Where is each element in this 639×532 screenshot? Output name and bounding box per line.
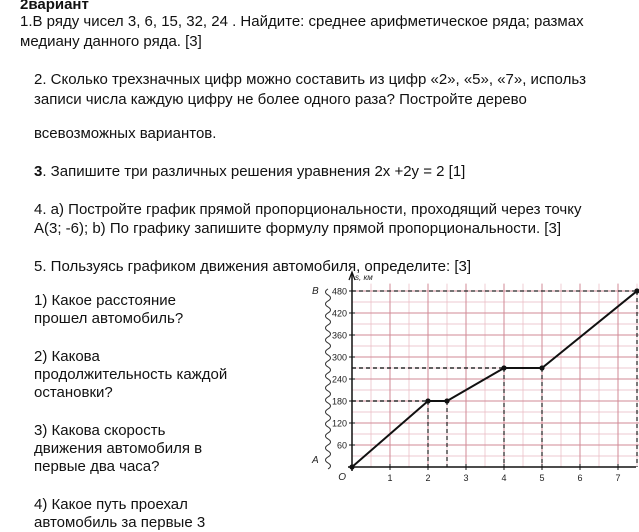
y-tick-label: 360 (331, 330, 347, 341)
q1-line2: прошел автомобиль? (34, 310, 184, 327)
x-tick-label: 3 (463, 473, 469, 483)
task5-question2 (34, 348, 227, 402)
task3-number: 3 (34, 163, 43, 180)
task5-heading: 5. Пользуясь графиком движения автомобиля, определите: [3] (34, 258, 472, 275)
x-tick-label: 6 (577, 473, 583, 483)
x-tick-label: 7 (615, 473, 621, 483)
q2-line2: продолжительность каждой (34, 366, 228, 383)
data-point (501, 365, 506, 370)
data-point (349, 464, 354, 469)
task4-line1: 4. a) Постройте график прямой пропорциональности, проходящий через точку (34, 201, 582, 218)
task3-text: . Запишите три различных решения уравнения 2x +2y = 2 [1] (42, 163, 466, 180)
x-tick-label: 5 (539, 473, 545, 483)
task5-question3 (34, 422, 202, 476)
task2-line1: 2. Сколько трехзначных цифр можно составить из цифр «2», «5», «7», использ (34, 71, 587, 88)
task5-question1 (34, 292, 183, 328)
data-point (444, 398, 449, 403)
task1-line1: 1.В ряду чисел 3, 6, 15, 32, 24 . Найдите: среднее арифметическое ряда; размах (20, 13, 584, 30)
y-tick-label: 180 (331, 396, 347, 407)
motion-chart (300, 268, 639, 494)
y-tick-label: 240 (331, 374, 347, 385)
q2-line1: 2) Какова (34, 348, 100, 365)
task1-line2: медиану данного ряда. [3] (20, 33, 202, 50)
grid-minor (352, 284, 639, 467)
data-point (425, 398, 430, 403)
x-tick-label: 2 (425, 473, 431, 483)
x-tick-label: 4 (501, 473, 507, 483)
y-tick-label: 420 (331, 308, 347, 319)
q3-line1: 3) Какова скорость (34, 422, 166, 439)
task5-question4 (34, 496, 205, 532)
y-tick-label: 60 (336, 440, 347, 451)
q2-line3: остановки? (34, 384, 113, 401)
y-tick-label: 120 (331, 418, 347, 429)
q1-line1: 1) Какое расстояние (34, 292, 177, 309)
q4-line1: 4) Какое путь проехал (34, 496, 188, 513)
y-axis-label: s, км (355, 273, 373, 282)
distance-brace (326, 289, 331, 469)
variant-title: 2вариант (20, 0, 89, 13)
y-tick-label: 300 (331, 352, 347, 363)
origin-label: O (338, 472, 346, 483)
q3-line3: первые два часа? (34, 458, 160, 475)
task4-line2: A(3; -6); b) По графику запишите формулу прямой пропорциональности. [3] (34, 220, 561, 237)
data-point (539, 365, 544, 370)
point-label-b: B (312, 285, 319, 297)
y-tick-label: 480 (331, 286, 347, 297)
point-label-a: A (312, 455, 319, 466)
x-tick-label: 1 (387, 473, 393, 483)
task2-line3: всевозможных вариантов. (34, 125, 217, 142)
q4-line2: автомобиль за первые 3 (34, 514, 206, 531)
task2-line2: записи числа каждую цифру не более одного раза? Постройте дерево (34, 91, 527, 108)
task3-line (34, 163, 465, 180)
grid-major (352, 284, 639, 467)
q3-line2: движения автомобиля в (34, 440, 203, 457)
